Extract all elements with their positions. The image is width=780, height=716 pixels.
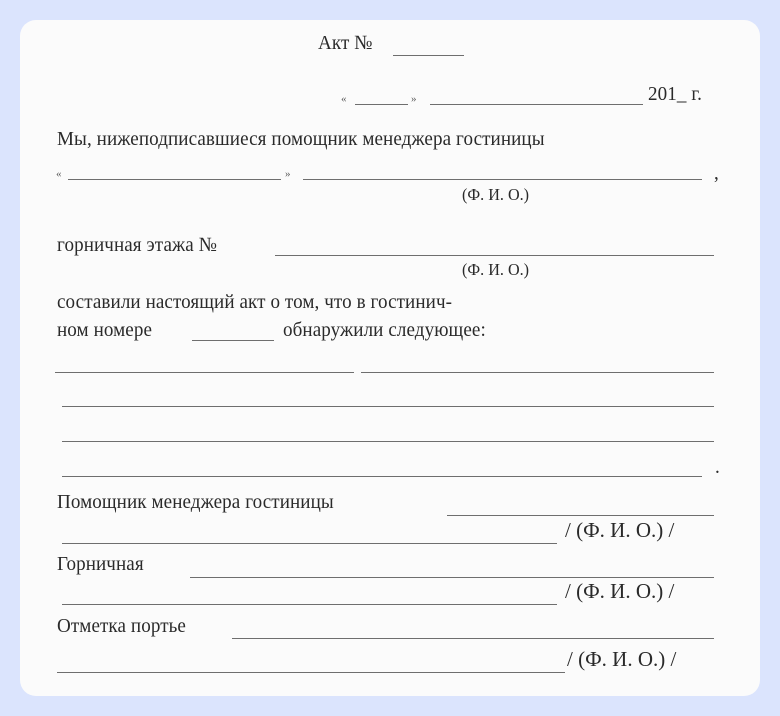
findings-line-1b[interactable]	[361, 372, 714, 373]
fio-field-maid[interactable]	[62, 604, 557, 605]
date-day-field[interactable]	[355, 104, 408, 105]
signature-label-assistant-manager: Помощник менеджера гостиницы	[57, 491, 334, 513]
fio-caption-porter: / (Ф. И. О.) /	[567, 647, 677, 671]
intro-line-1: Мы, нижеподписавшиеся помощник менеджера гостиницы	[57, 128, 545, 150]
fio-field-assistant-manager[interactable]	[62, 543, 557, 544]
fio-caption-2: (Ф. И. О.)	[462, 260, 530, 279]
date-close-quote: »	[411, 93, 417, 105]
hotel-open-quote: «	[56, 168, 62, 180]
act-number-field[interactable]	[393, 55, 464, 56]
maid-floor-label: горничная этажа №	[57, 234, 217, 256]
signature-field-maid[interactable]	[190, 577, 714, 578]
statement-line-2-prefix: ном номере	[57, 319, 153, 341]
date-year: 201_ г.	[648, 83, 702, 105]
statement-line-1: составили настоящий акт о том, что в гостинич-	[57, 291, 453, 313]
signature-label-maid: Горничная	[57, 553, 144, 575]
fio-caption-1: (Ф. И. О.)	[462, 185, 530, 204]
signature-field-porter[interactable]	[232, 638, 714, 639]
hotel-name-field[interactable]	[68, 179, 281, 180]
signature-label-porter: Отметка портье	[57, 615, 186, 637]
fio-field-porter[interactable]	[57, 672, 565, 673]
room-number-field[interactable]	[192, 340, 274, 341]
fio-caption-maid: / (Ф. И. О.) /	[565, 579, 675, 603]
intro-comma: ,	[714, 162, 719, 184]
assistant-manager-name-field[interactable]	[303, 179, 702, 180]
findings-line-2[interactable]	[62, 406, 714, 407]
findings-end-period: .	[715, 456, 720, 478]
date-open-quote: «	[341, 93, 347, 105]
date-month-field[interactable]	[430, 104, 643, 105]
findings-line-3[interactable]	[62, 441, 714, 442]
statement-line-2-suffix: обнаружили следующее:	[283, 319, 486, 341]
signature-field-assistant-manager[interactable]	[447, 515, 714, 516]
findings-line-4[interactable]	[62, 476, 702, 477]
fio-caption-assistant-manager: / (Ф. И. О.) /	[565, 518, 675, 542]
findings-line-1a[interactable]	[55, 372, 354, 373]
hotel-close-quote: »	[285, 168, 291, 180]
act-title: Акт №	[318, 32, 373, 54]
maid-floor-name-field[interactable]	[275, 255, 714, 256]
